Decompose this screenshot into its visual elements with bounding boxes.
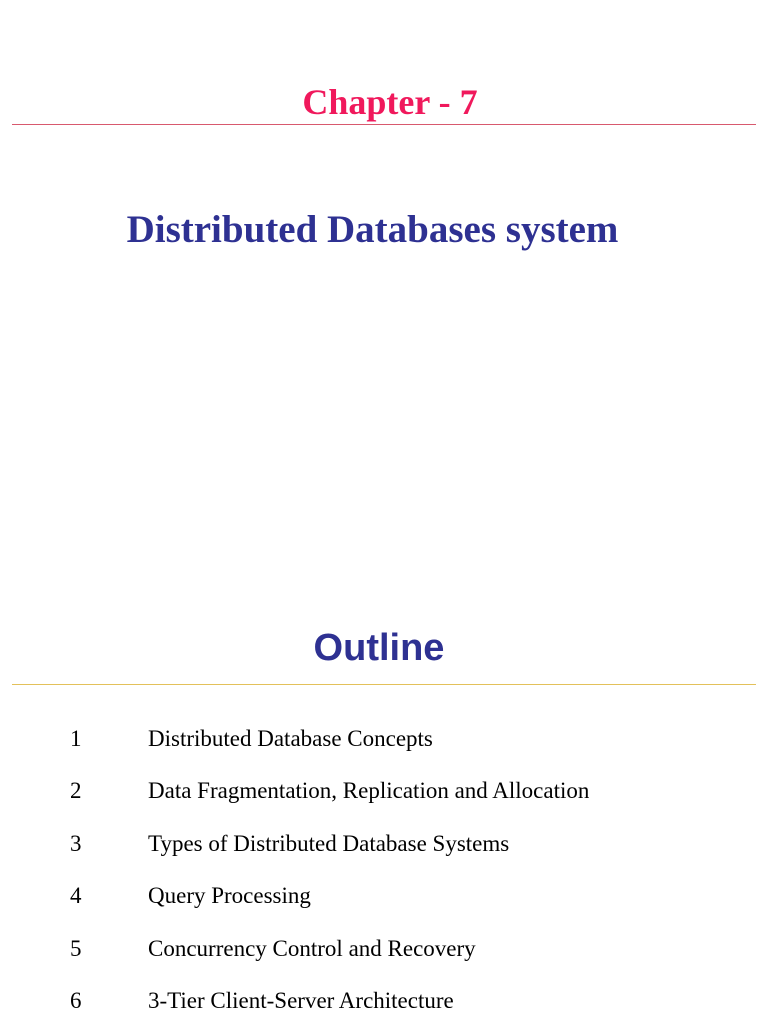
outline-item-number: 5: [70, 935, 82, 961]
outline-item-number: 4: [70, 883, 82, 909]
outline-item-text: Query Processing: [148, 883, 311, 909]
outline-item-number: 1: [70, 726, 82, 751]
outline-item-text: 3-Tier Client-Server Architecture: [148, 987, 454, 1013]
outline-item-number: 2: [70, 778, 82, 804]
outline-item: [0, 774, 768, 826]
document-title: Distributed Databases system: [126, 208, 619, 251]
outline-item: [0, 984, 768, 1036]
outline-item: [0, 827, 768, 879]
outline-item: [0, 722, 768, 774]
outline-item-number: 6: [70, 987, 82, 1013]
outline-list: [0, 722, 768, 1036]
chapter-divider: [12, 124, 756, 125]
outline-item: [0, 879, 768, 931]
chapter-title: Chapter - 7: [302, 82, 478, 122]
outline-item-text: Concurrency Control and Recovery: [148, 935, 476, 961]
outline-item-text: Data Fragmentation, Replication and Allocation: [148, 778, 590, 804]
outline-item-text: Distributed Database Concepts: [148, 726, 433, 751]
outline-item-text: Types of Distributed Database Systems: [148, 830, 510, 856]
outline-item: [0, 932, 768, 984]
outline-heading: Outline: [313, 627, 445, 669]
outline-divider: [12, 684, 756, 685]
outline-item-number: 3: [70, 830, 82, 856]
